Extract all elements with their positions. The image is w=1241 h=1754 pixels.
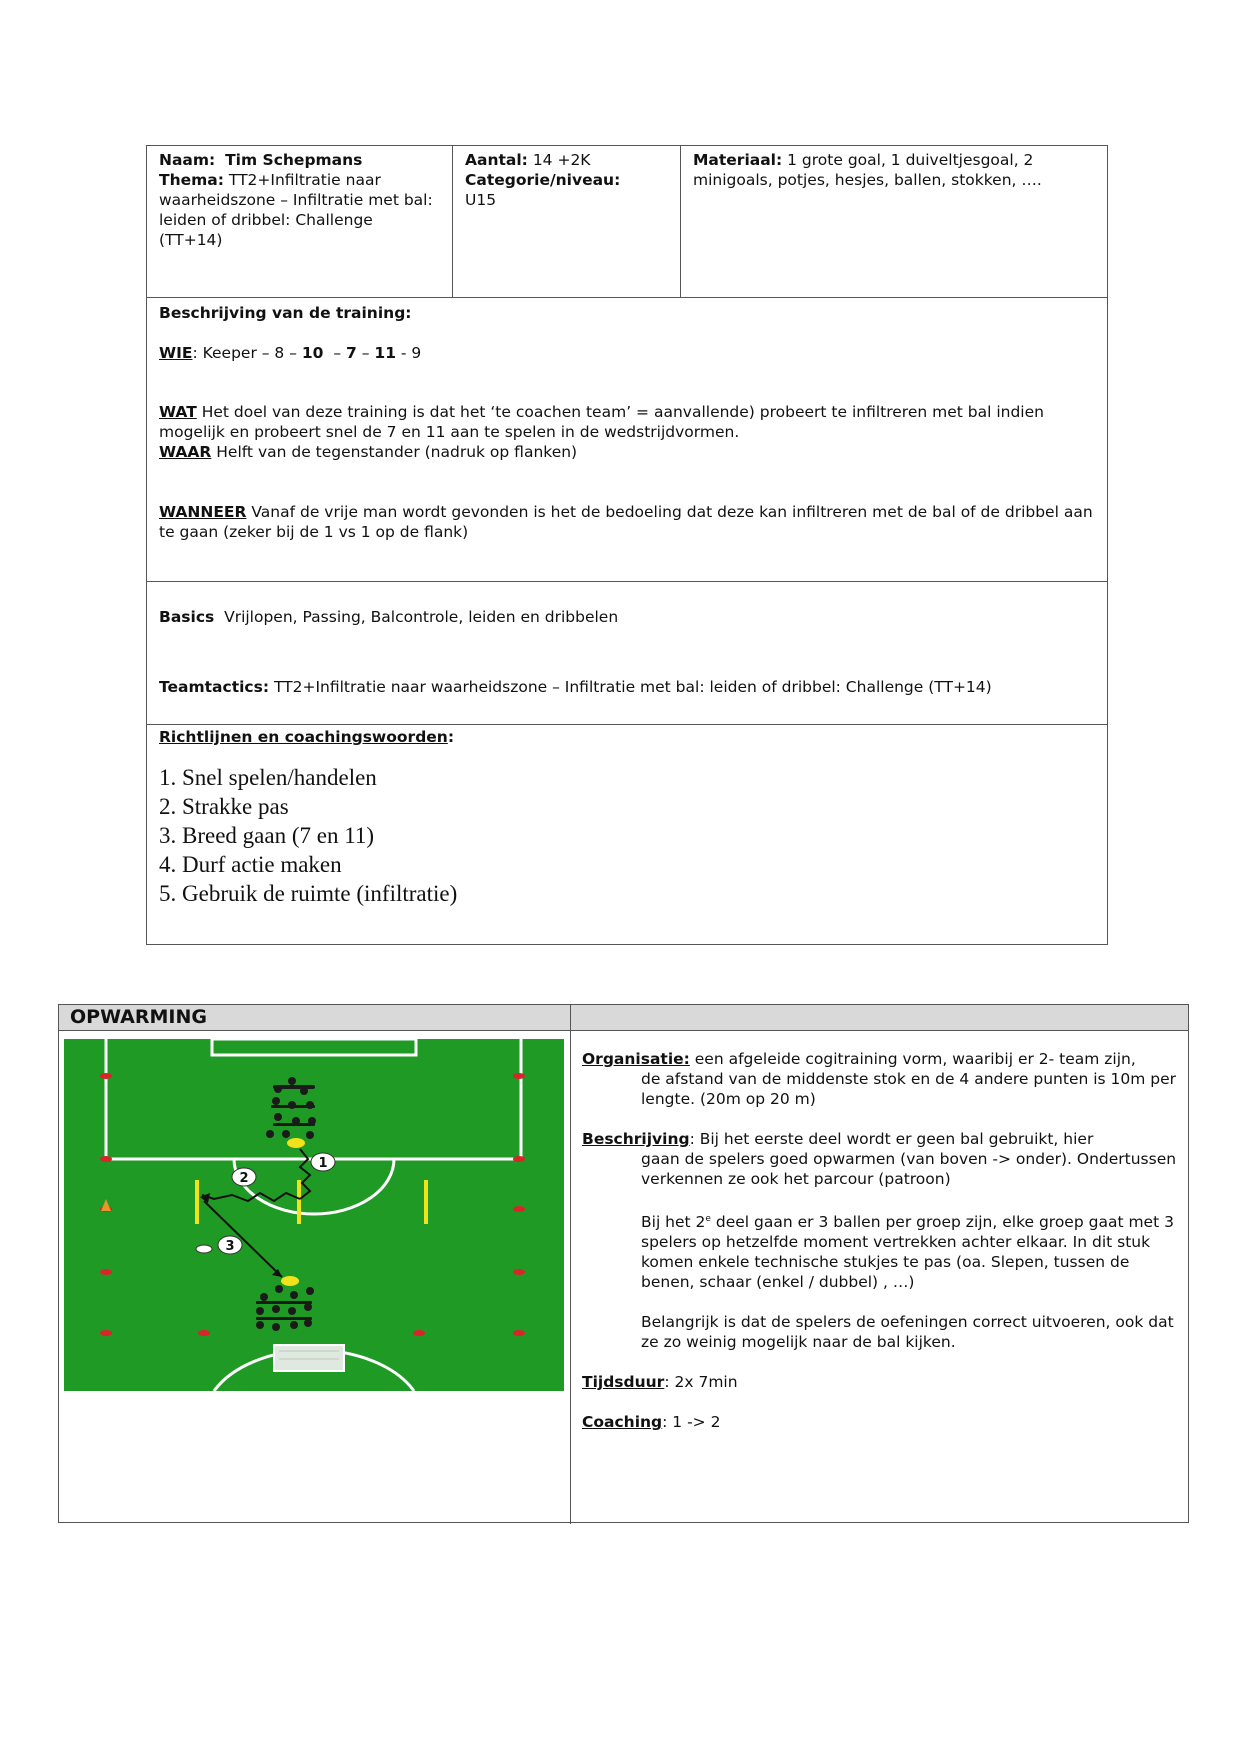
- yellow-pole: [424, 1180, 428, 1224]
- basics-label: Basics: [159, 608, 215, 626]
- beschrijving-cont: gaan de spelers goed opwarmen (van boven -> onder). Ondertussen verkennen ze ook het parcour (patroon): [641, 1150, 1177, 1188]
- basics-text: Vrijlopen, Passing, Balcontrole, leiden en dribbelen: [214, 608, 619, 626]
- tijdsduur-label: Tijdsduur: [582, 1373, 665, 1392]
- coaching-text: : 1 -> 2: [662, 1413, 721, 1432]
- wie-pre: : Keeper – 8 –: [192, 344, 302, 362]
- warmup-body: [59, 1031, 1188, 1524]
- naam-thema-cell: [147, 146, 452, 297]
- diagram-number-3: 3: [225, 1239, 235, 1254]
- naam-value: Tim Schepmans: [225, 151, 363, 169]
- yellow-pole: [195, 1180, 199, 1224]
- wanneer-text: Vanaf de vrije man wordt gevonden is het de bedoeling dat deze kan infiltreren met de bal of de dribbel aan te gaan (zeker bij de 1 vs 1 op de flank): [159, 503, 1093, 541]
- wie-sep2: –: [356, 344, 375, 362]
- beschrijving-paragraph: [582, 1129, 1178, 1149]
- beschrijving-label: Beschrijving: [582, 1130, 690, 1148]
- thema-value: TT2+Infiltratie naar waarheidszone – Infiltratie met bal: leiden of dribbel: Challenge (TT+14): [159, 171, 433, 249]
- tijdsduur-text: : 2x 7min: [664, 1373, 738, 1392]
- number-badge-1: [311, 1153, 335, 1171]
- richtlijnen-colon: :: [447, 728, 455, 746]
- wie-line: [159, 343, 1095, 363]
- aantal-value: 14 +2K: [532, 151, 591, 169]
- info-row: [147, 146, 1107, 298]
- organisatie-paragraph: [582, 1049, 1178, 1069]
- categorie-value: U15: [465, 191, 497, 209]
- number-badge-2: [232, 1168, 256, 1186]
- naam-label: Naam:: [159, 151, 216, 169]
- wie-sep: –: [323, 344, 346, 362]
- aantal-cell: [452, 146, 680, 297]
- warmup-table: [58, 1004, 1189, 1523]
- yellow-marker: [281, 1276, 299, 1286]
- wie-label: WIE: [159, 344, 193, 362]
- wat-line: [159, 402, 1095, 442]
- organisatie-label: Organisatie:: [582, 1050, 690, 1068]
- wat-label: WAT: [159, 403, 197, 421]
- coaching-item: 1. Snel spelen/handelen: [159, 765, 377, 790]
- warmup-pitch-diagram: [64, 1039, 564, 1391]
- basics-cell: [147, 582, 1107, 724]
- coaching-item: 3. Breed gaan (7 en 11): [159, 823, 375, 848]
- training-info-table: [146, 145, 1108, 945]
- waar-line: [159, 442, 1095, 462]
- materiaal-cell: [680, 146, 1107, 297]
- wanneer-line: [159, 502, 1095, 542]
- coaching-item: 2. Strakke pas: [159, 794, 289, 819]
- wie-number-7: 7: [346, 344, 357, 362]
- ball: [196, 1245, 212, 1253]
- richtlijnen-row: [147, 725, 1107, 944]
- categorie-label: Categorie/niveau:: [465, 171, 621, 189]
- warmup-header: [59, 1005, 1188, 1031]
- yellow-pole: [297, 1180, 301, 1224]
- tijdsduur-line: [582, 1372, 1178, 1392]
- deel2-text: deel gaan er 3 ballen per groep zijn, elke groep gaat met 3 spelers op hetzelfde moment vertrekken achter elkaar. In dit stuk komen enkele technische stukjes te pas (oa. Slepen, tussen de benen, schaar (enkel / dubbel) , …): [641, 1213, 1174, 1292]
- deel2-pre: Bij het 2: [641, 1213, 706, 1232]
- number-badge-3: [218, 1236, 242, 1254]
- warmup-text-cell: [570, 1031, 1188, 1524]
- coaching-item: 5. Gebruik de ruimte (infiltratie): [159, 881, 458, 906]
- teamtactics-label: Teamtactics:: [159, 678, 270, 696]
- basics-row: [147, 582, 1107, 725]
- wie-number-11: 11: [374, 344, 396, 362]
- wie-post: - 9: [395, 344, 422, 362]
- bottom-goal: [274, 1345, 344, 1371]
- waar-label: WAAR: [159, 443, 212, 461]
- beschrijving-row: [147, 298, 1107, 582]
- coaching-item: 4. Durf actie maken: [159, 852, 342, 877]
- warmup-header-empty: [570, 1005, 1188, 1030]
- materiaal-value: 1 grote goal, 1 duiveltjesgoal, 2 minigoals, potjes, hesjes, ballen, stokken, ….: [693, 151, 1042, 189]
- beschrijving-cell: [147, 298, 1107, 581]
- coaching-label: Coaching: [582, 1413, 663, 1432]
- diagram-cell: [59, 1031, 570, 1524]
- wanneer-label: WANNEER: [159, 503, 247, 521]
- diagram-number-2: 2: [239, 1171, 249, 1186]
- wat-text: Het doel van deze training is dat het ‘te coachen team’ = aanvallende) probeert te infiltreren met bal indien mogelijk en probeert snel de 7 en 11 aan te spelen in de wedstrijdvormen.: [159, 403, 1044, 441]
- richtlijnen-label: Richtlijnen en coachingswoorden: [159, 728, 448, 746]
- beschrijving-text: : Bij het eerste deel wordt er geen bal gebruikt, hier: [689, 1130, 1094, 1148]
- coaching-line: [582, 1412, 1178, 1432]
- aantal-label: Aantal:: [465, 151, 528, 169]
- teamtactics-text: TT2+Infiltratie naar waarheidszone – Infiltratie met bal: leiden of dribbel: Challenge (TT+14): [269, 678, 992, 696]
- coaching-list: [159, 763, 1095, 908]
- beschrijving-heading: Beschrijving van de training:: [159, 304, 412, 322]
- richtlijnen-cell: [147, 725, 1107, 944]
- organisatie-text: een afgeleide cogitraining vorm, waaribij er 2- team zijn,: [689, 1050, 1136, 1068]
- yellow-marker: [287, 1138, 305, 1148]
- deel2-paragraph: [582, 1209, 1178, 1292]
- organisatie-cont: de afstand van de middenste stok en de 4 andere punten is 10m per lengte. (20m op 20 m): [641, 1070, 1177, 1108]
- deel2-sup: e: [705, 1214, 711, 1224]
- warmup-title: OPWARMING: [70, 1006, 207, 1028]
- wie-number-10: 10: [301, 344, 324, 362]
- teamtactics-line: [159, 677, 1095, 697]
- thema-label: Thema:: [159, 171, 224, 189]
- waar-text: Helft van de tegenstander (nadruk op flanken): [211, 443, 578, 461]
- diagram-number-1: 1: [318, 1156, 328, 1171]
- materiaal-label: Materiaal:: [693, 151, 783, 169]
- belangrijk-paragraph: Belangrijk is dat de spelers de oefeningen correct uitvoeren, ook dat ze zo weinig mogelijk naar de bal kijken.: [641, 1313, 1174, 1352]
- basics-line: [159, 607, 1095, 627]
